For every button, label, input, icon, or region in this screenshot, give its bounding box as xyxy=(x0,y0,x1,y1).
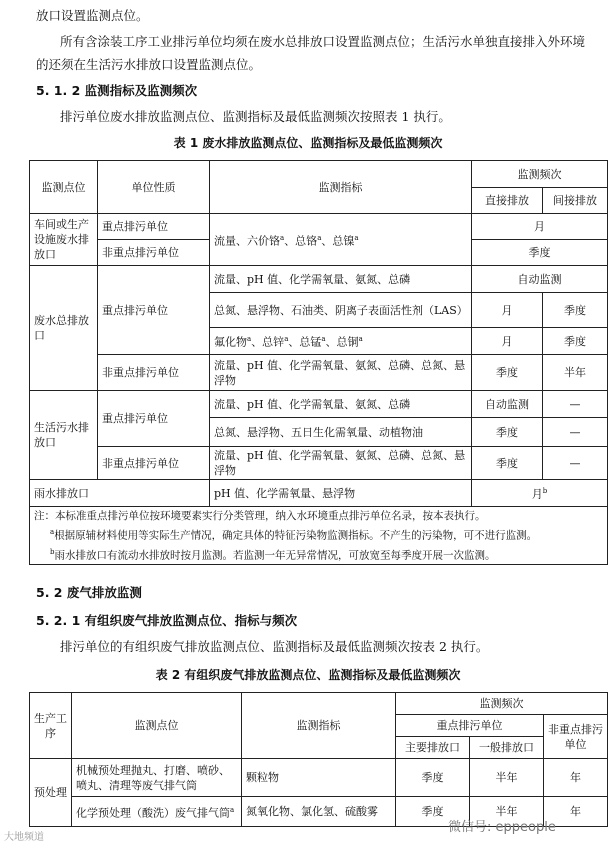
header-index: 监测指标 xyxy=(210,161,472,214)
footnote-marker: a xyxy=(280,233,285,242)
header-nonkey: 非重点排污单位 xyxy=(544,715,608,759)
cell-unit: 非重点排污单位 xyxy=(98,355,210,391)
cell-freq xyxy=(472,480,608,507)
cell-index: 总氮、悬浮物、五日生化需氧量、动植物油 xyxy=(210,418,472,447)
cell-index: 流量、pH 值、化学需氧量、氨氮、总磷、总氮、悬浮物 xyxy=(210,355,472,391)
section-heading: 5. 2. 1 有组织废气排放监测点位、指标与频次 xyxy=(36,613,298,628)
cell-point: 机械预处理抛丸、打磨、喷砂、喷丸、清理等废气排气筒 xyxy=(72,759,242,797)
cell-freq: — xyxy=(543,391,608,418)
header-index: 监测指标 xyxy=(242,693,396,759)
header-point: 监测点位 xyxy=(30,161,98,214)
cell-freq: 季度 xyxy=(543,293,608,328)
cell-unit: 非重点排污单位 xyxy=(98,447,210,480)
note-line: 注：本标准重点排污单位按环境要素实行分类管理，纳入水环境重点排污单位名录，按本表执行。 xyxy=(34,510,486,522)
footnote-marker: a xyxy=(247,335,252,344)
cell-freq: 年 xyxy=(544,797,608,827)
cell-freq: 半年 xyxy=(470,759,544,797)
header-unit: 单位性质 xyxy=(98,161,210,214)
cell-index: 流量、pH 值、化学需氧量、氨氮、总磷 xyxy=(210,266,472,293)
cell-freq: 季度 xyxy=(472,447,543,480)
note-line: $^a$根据原辅材料使用等实际生产情况，确定具体的特征污染物监测指标。不产生的污染物，可不进行监测。 xyxy=(50,528,538,542)
cell-freq: 月 xyxy=(472,214,608,240)
cell-point: 雨水排放口 xyxy=(30,480,210,507)
cell-index: 流量、六价铬$^a$、总铬$^a$、总镍$^a$ xyxy=(210,214,472,266)
cell-index: 总氮、悬浮物、石油类、阴离子表面活性剂（LAS） xyxy=(210,293,472,328)
cell-freq: 半年 xyxy=(543,355,608,391)
cell-freq: 季度 xyxy=(472,418,543,447)
section-heading: 5. 1. 2 监测指标及监测频次 xyxy=(36,83,198,98)
cell-index: 氟化物$^a$、总锌$^a$、总锰$^a$、总铜$^a$ xyxy=(210,328,472,355)
paragraph: 所有含涂装工序工业排污单位均须在废水总排放口设置监测点位；生活污水单独直接排入外环境 xyxy=(60,34,586,49)
section-heading: 5. 2 废气排放监测 xyxy=(36,585,142,600)
wastewater-monitoring-table xyxy=(29,160,608,565)
footnote-marker: a xyxy=(230,805,235,814)
footnote-marker: a xyxy=(317,233,322,242)
cell-index: pH 值、化学需氧量、悬浮物 xyxy=(210,480,472,507)
watermark-right: 微信号: eppeople xyxy=(448,820,556,835)
cell-index: 流量、pH 值、化学需氧量、氨氮、总磷、总氮、悬浮物 xyxy=(210,447,472,480)
header-freq: 监测频次 xyxy=(396,693,608,715)
paragraph: 排污单位废水排放监测点位、监测指标及最低监测频次按照表 1 执行。 xyxy=(60,109,451,124)
cell-unit: 重点排污单位 xyxy=(98,214,210,240)
cell-freq: 季度 xyxy=(396,797,470,827)
cell-freq: 季度 xyxy=(543,328,608,355)
watermark-left: 大地频道 xyxy=(4,832,44,843)
footnote-marker: b xyxy=(50,547,55,556)
note-line: $^b$雨水排放口有流动水排放时按月监测。若监测一年无异常情况，可放宽至每季度开展一次监测。 xyxy=(50,547,496,561)
cell-index: 颗粒物 xyxy=(242,759,396,797)
cell-point: 车间或生产设施废水排放口 xyxy=(30,214,98,266)
cell-point: 化学预处理（酸洗）废气排气筒$^a$ xyxy=(72,797,242,827)
cell-freq: — xyxy=(543,447,608,480)
footnote-marker: a xyxy=(358,335,363,344)
cell-process: 预处理 xyxy=(30,759,72,827)
header-main: 主要排放口 xyxy=(396,737,470,759)
cell-index: 氮氧化物、氯化氢、硫酸雾 xyxy=(242,797,396,827)
header-indirect: 间接排放 xyxy=(543,188,608,214)
table-caption: 表 2 有组织废气排放监测点位、监测指标及最低监测频次 xyxy=(155,668,461,682)
cell-freq: 月 xyxy=(472,328,543,355)
cell-unit: 非重点排污单位 xyxy=(98,240,210,266)
paragraph: 排污单位的有组织废气排放监测点位、监测指标及最低监测频次按表 2 执行。 xyxy=(60,639,489,654)
cell-index: 流量、pH 值、化学需氧量、氨氮、总磷 xyxy=(210,391,472,418)
footnote-marker: a xyxy=(50,528,55,536)
header-point: 监测点位 xyxy=(72,693,242,759)
cell-unit: 重点排污单位 xyxy=(98,266,210,355)
freq-value: 月 xyxy=(531,487,543,501)
exhaust-gas-monitoring-table xyxy=(29,692,608,827)
footnote-marker: a xyxy=(354,233,359,242)
footnote-marker: a xyxy=(284,335,289,344)
table-notes xyxy=(30,507,608,565)
cell-point: 废水总排放口 xyxy=(30,266,98,391)
cell-freq: — xyxy=(543,418,608,447)
header-direct: 直接排放 xyxy=(472,188,543,214)
cell-freq: 季度 xyxy=(472,355,543,391)
cell-freq: 季度 xyxy=(396,759,470,797)
footnote-marker: a xyxy=(321,335,326,344)
header-freq: 监测频次 xyxy=(472,161,608,188)
cell-freq: 半年 xyxy=(470,797,544,827)
header-key: 重点排污单位 xyxy=(396,715,544,737)
cell-point: 生活污水排放口 xyxy=(30,391,98,480)
header-general: 一般排放口 xyxy=(470,737,544,759)
cell-freq: 自动监测 xyxy=(472,266,608,293)
cell-freq: 季度 xyxy=(472,240,608,266)
paragraph: 的还须在生活污水排放口设置监测点位。 xyxy=(36,57,262,72)
paragraph: 放口设置监测点位。 xyxy=(36,8,149,23)
footnote-marker: b xyxy=(542,487,548,496)
cell-freq: 月 xyxy=(472,293,543,328)
header-process: 生产工序 xyxy=(30,693,72,759)
table-caption: 表 1 废水排放监测点位、监测指标及最低监测频次 xyxy=(173,136,443,150)
cell-freq: 年 xyxy=(544,759,608,797)
cell-freq: 自动监测 xyxy=(472,391,543,418)
cell-unit: 重点排污单位 xyxy=(98,391,210,447)
